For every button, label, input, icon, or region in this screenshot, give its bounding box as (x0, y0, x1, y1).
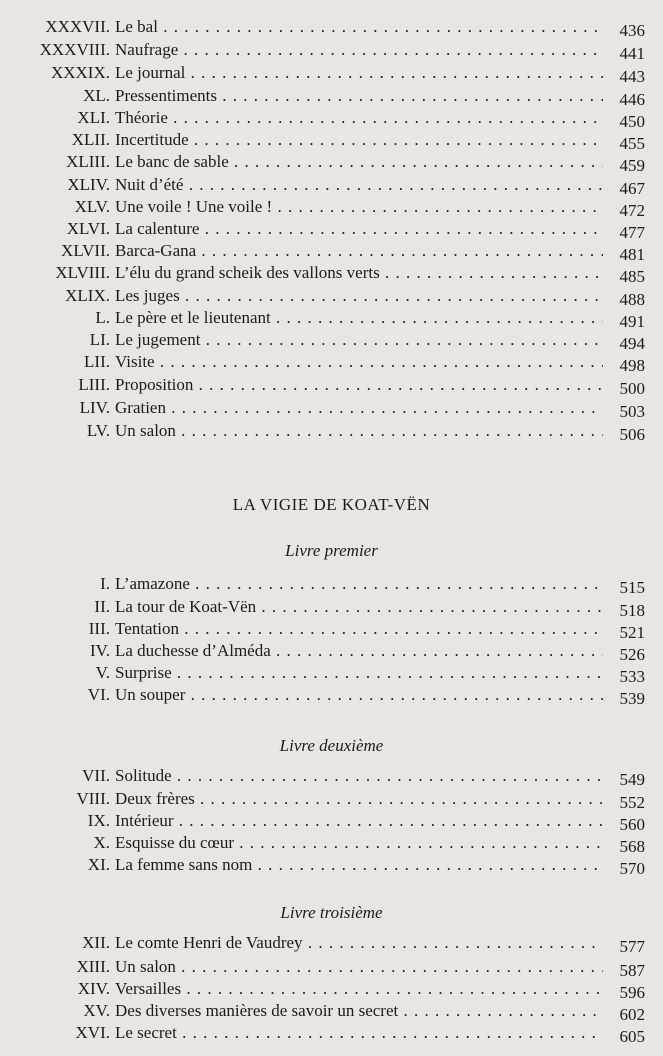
chapter-title: Des diverses manières de savoir un secret . . . (115, 1000, 603, 1022)
page-number: 500 (619, 379, 645, 398)
page-number: 518 (619, 601, 645, 620)
toc-entry (0, 85, 663, 107)
toc-entry (0, 151, 663, 173)
chapter-number: XLII. (71, 130, 110, 149)
chapter-title: La calenture . . . (115, 218, 603, 240)
chapter-title: Les juges . . . (115, 285, 603, 307)
toc-entry (0, 62, 663, 84)
chapter-title: L’amazone . . . (115, 573, 603, 595)
chapter-number: XLV. (74, 197, 110, 216)
toc-entry (0, 196, 663, 218)
chapter-title: Théorie . . . (115, 107, 603, 129)
page-number: 455 (619, 134, 645, 153)
chapter-title: Solitude . . . (115, 765, 603, 787)
part-heading: Livre premier (285, 541, 378, 560)
chapter-number: LII. (84, 352, 110, 371)
page-number: 596 (619, 983, 645, 1002)
chapter-number: XXXIX. (50, 63, 110, 82)
page-number: 472 (619, 201, 645, 220)
toc-entry (0, 307, 663, 329)
chapter-title: Deux frères . . . (115, 788, 603, 810)
page-number: 503 (619, 402, 645, 421)
chapter-title: Visite . . . (115, 351, 603, 373)
chapter-number: IX. (87, 811, 110, 830)
page-number: 436 (619, 21, 645, 40)
toc-entry (0, 640, 663, 662)
chapter-number: V. (95, 663, 110, 682)
page-number: 549 (619, 770, 645, 789)
chapter-number: XLIII. (66, 152, 110, 171)
chapter-number: XIV. (77, 979, 110, 998)
chapter-title: Pressentiments . . . (115, 85, 603, 107)
chapter-number: XL. (83, 86, 110, 105)
toc-entry (0, 956, 663, 978)
chapter-title: Un souper . . . (115, 684, 603, 706)
chapter-number: LV. (86, 421, 110, 440)
page-number: 443 (619, 67, 645, 86)
chapter-number: XLI. (77, 108, 110, 127)
chapter-number: XV. (83, 1001, 110, 1020)
chapter-title: Le père et le lieutenant . . . (115, 307, 603, 329)
page-number: 521 (619, 623, 645, 642)
page-number: 467 (619, 179, 645, 198)
page-number: 459 (619, 156, 645, 175)
toc-entry (0, 1000, 663, 1022)
chapter-number: X. (93, 833, 110, 852)
toc-entry (0, 39, 663, 61)
chapter-number: L. (95, 308, 110, 327)
chapter-number: XLIX. (65, 286, 110, 305)
part-heading: Livre troisième (280, 903, 383, 922)
chapter-title: Tentation . . . (115, 618, 603, 640)
chapter-title: Le journal . . . (115, 62, 603, 84)
chapter-number: LIII. (78, 375, 110, 394)
page-number: 446 (619, 90, 645, 109)
toc-entry (0, 374, 663, 396)
page-number: 498 (619, 356, 645, 375)
toc-entry (0, 262, 663, 284)
toc-entry (0, 932, 663, 954)
chapter-number: XXXVIII. (39, 40, 110, 59)
chapter-title: Le comte Henri de Vaudrey . . . (115, 932, 603, 954)
page-number: 526 (619, 645, 645, 664)
toc-entry (0, 129, 663, 151)
chapter-number: II. (94, 597, 110, 616)
page-number: 488 (619, 290, 645, 309)
chapter-number: XLVI. (66, 219, 110, 238)
chapter-title: Intérieur . . . (115, 810, 603, 832)
page-number: 568 (619, 837, 645, 856)
page-number: 441 (619, 44, 645, 63)
chapter-number: XLVIII. (55, 263, 110, 282)
chapter-title: La duchesse d’Alméda . . . (115, 640, 603, 662)
chapter-number: LI. (89, 330, 110, 349)
chapter-number: VIII. (76, 789, 110, 808)
chapter-title: Gratien . . . (115, 397, 603, 419)
chapter-title: Versailles . . . (115, 978, 603, 1000)
chapter-title: Nuit d’été . . . (115, 174, 603, 196)
page-number: 515 (619, 578, 645, 597)
toc-entry (0, 854, 663, 876)
chapter-number: IV. (90, 641, 110, 660)
chapter-number: I. (100, 574, 110, 593)
chapter-number: LIV. (79, 398, 110, 417)
chapter-title: Naufrage . . . (115, 39, 603, 61)
page-number: 560 (619, 815, 645, 834)
chapter-number: XI. (87, 855, 110, 874)
chapter-number: III. (88, 619, 110, 638)
chapter-number: XLVII. (61, 241, 110, 260)
toc-entry (0, 978, 663, 1000)
chapter-title: Barca-Gana . . . (115, 240, 603, 262)
page-number: 481 (619, 245, 645, 264)
chapter-title: Esquisse du cœur . . . (115, 832, 603, 854)
chapter-number: VII. (82, 766, 110, 785)
chapter-title: Incertitude . . . (115, 129, 603, 151)
toc-entry (0, 684, 663, 706)
page-number: 552 (619, 793, 645, 812)
page-number: 477 (619, 223, 645, 242)
page-number: 602 (619, 1005, 645, 1024)
chapter-title: Le secret . . . (115, 1022, 603, 1044)
toc-entry (0, 832, 663, 854)
chapter-title: Le bal . . . (115, 16, 603, 38)
part-heading: Livre deuxième (279, 736, 384, 755)
page-number: 587 (619, 961, 645, 980)
chapter-title: Un salon . . . (115, 956, 603, 978)
chapter-number: XIII. (76, 957, 110, 976)
book-title: LA VIGIE DE KOAT-VËN (232, 495, 431, 514)
chapter-number: XXXVII. (45, 17, 110, 36)
page-number: 491 (619, 312, 645, 331)
chapter-title: Une voile ! Une voile ! . . . (115, 196, 603, 218)
chapter-title: Un salon . . . (115, 420, 603, 442)
toc-entry (0, 765, 663, 787)
toc-entry (0, 107, 663, 129)
chapter-number: VI. (87, 685, 110, 704)
chapter-title: La femme sans nom . . . (115, 854, 603, 876)
chapter-title: La tour de Koat-Vën . . . (115, 596, 603, 618)
toc-entry (0, 16, 663, 38)
toc-entry (0, 420, 663, 442)
toc-entry (0, 285, 663, 307)
page-number: 577 (619, 937, 645, 956)
chapter-number: XII. (82, 933, 110, 952)
toc-entry (0, 329, 663, 351)
toc-entry (0, 174, 663, 196)
chapter-title: Le banc de sable . . . (115, 151, 603, 173)
chapter-title: L’élu du grand scheik des vallons verts . . . (115, 262, 603, 284)
chapter-title: Surprise . . . (115, 662, 603, 684)
chapter-title: Le jugement . . . (115, 329, 603, 351)
toc-entry (0, 351, 663, 373)
toc-entry (0, 662, 663, 684)
toc-entry (0, 618, 663, 640)
page-number: 450 (619, 112, 645, 131)
page-number: 506 (619, 425, 645, 444)
chapter-number: XVI. (75, 1023, 110, 1042)
toc-entry (0, 573, 663, 595)
toc-entry (0, 240, 663, 262)
toc-entry (0, 218, 663, 240)
toc-entry (0, 810, 663, 832)
page-number: 605 (619, 1027, 645, 1046)
toc-entry (0, 397, 663, 419)
page-number: 539 (619, 689, 645, 708)
toc-entry (0, 596, 663, 618)
page-number: 570 (619, 859, 645, 878)
toc-entry (0, 788, 663, 810)
toc-entry (0, 1022, 663, 1044)
page-number: 494 (619, 334, 645, 353)
page-number: 533 (619, 667, 645, 686)
chapter-title: Proposition . . . (115, 374, 603, 396)
page-number: 485 (619, 267, 645, 286)
chapter-number: XLIV. (67, 175, 110, 194)
